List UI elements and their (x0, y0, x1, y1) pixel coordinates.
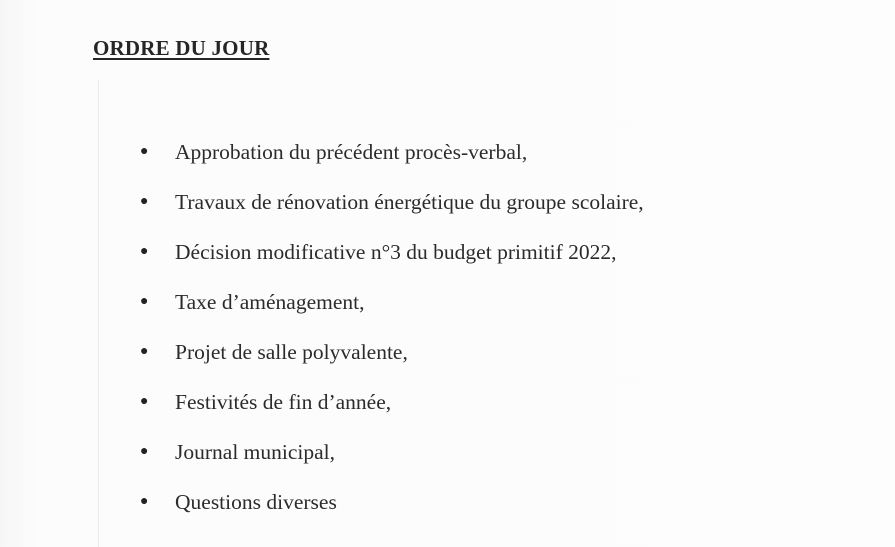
page-margin-line (98, 80, 99, 547)
agenda-item-text: Questions diverses (175, 490, 337, 514)
bullet-dot-icon: ● (140, 194, 149, 209)
agenda-item-text: Festivités de fin d’année, (175, 390, 392, 414)
agenda-item-text: Projet de salle polyvalente, (175, 340, 408, 364)
agenda-item-text: Approbation du précédent procès-verbal, (175, 140, 528, 164)
agenda-item-text: Taxe d’aménagement, (175, 290, 365, 314)
bullet-dot-icon: ● (140, 444, 149, 459)
bullet-dot-icon: ● (140, 494, 149, 509)
bullet-dot-icon: ● (140, 344, 149, 359)
bullet-dot-icon: ● (140, 394, 149, 409)
page-title: ORDRE DU JOUR (93, 36, 270, 60)
agenda-item-text: Décision modificative n°3 du budget primitif 2022, (175, 240, 617, 264)
bullet-dot-icon: ● (140, 144, 149, 159)
bullet-dot-icon: ● (140, 244, 149, 259)
agenda-item-text: Journal municipal, (175, 440, 336, 464)
bullet-dot-icon: ● (140, 294, 149, 309)
agenda-item-text: Travaux de rénovation énergétique du groupe scolaire, (175, 190, 644, 214)
